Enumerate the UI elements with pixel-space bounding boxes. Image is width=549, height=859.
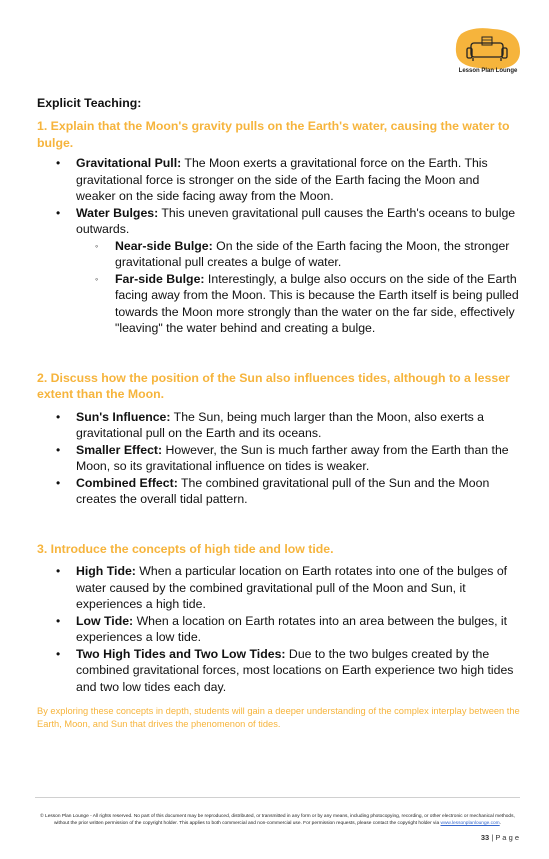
- list-item: • Sun's Influence: The Sun, being much larger than the Moon, also exerts a gravitational pull on the Earth and its oceans.: [37, 409, 521, 442]
- section-1-subbullets: [76, 238, 521, 337]
- list-item: • Combined Effect: The combined gravitational pull of the Sun and the Moon creates the overall tidal pattern.: [37, 475, 521, 508]
- section-1-title: 1. Explain that the Moon's gravity pulls on the Earth's water, causing the water to bulge.: [37, 119, 510, 150]
- section-1-bullets: [37, 155, 521, 337]
- website-link[interactable]: www.lessonplanlounge.com: [440, 821, 500, 826]
- page-number: 33 | P a g e: [480, 833, 519, 842]
- list-item: ◦ Far-side Bulge: Interestingly, a bulge also occurs on the side of the Earth facing away from the Moon. This is because the Earth itself is being pulled towards the Moon more strongly than the water on the far side, effectively "leaving" the water behind and creating a bulge.: [37, 271, 521, 337]
- footer-divider: [35, 797, 520, 798]
- list-item: • Smaller Effect: However, the Sun is much farther away from the Earth than the Moon, so its gravitational influence on tides is weaker.: [37, 442, 521, 475]
- list-item: • Water Bulges: This uneven gravitational pull causes the Earth's oceans to bulge outwards. ◦ Near-side Bulge: On the side of the Earth facing the Moon, the stronger gravitational pull creates a bulge of water. ◦ Far-side Bulge: Interestingly, a bulge also occurs on the side of the Earth facing away from the Moon. This is because the Earth itself is being pulled towards the Moon more strongly than the water on the far side, effectively "leaving" the water behind and creating a bulge.: [37, 205, 521, 337]
- logo-text: Lesson Plan Lounge: [458, 68, 518, 74]
- lesson-plan-lounge-logo: [453, 26, 521, 86]
- document-body: [37, 96, 521, 731]
- section-2-bullets: [37, 409, 521, 508]
- page-number-value: 33: [480, 833, 490, 842]
- list-item: • Two High Tides and Two Low Tides: Due to the two bulges created by the combined gravitational forces, most locations on Earth experience two high tides and two low tides each day.: [37, 646, 521, 696]
- copyright-text: © Lesson Plan Lounge - All rights reserved. No part of this document may be reproduced, distributed, or transmitted in any form or by any means, including photocopying, recording, or other electronic or mechanical methods, without the prior written permission of the copyright holder. This applies to both commercial and non-commercial use. For permission requests, please contact the copyright holder via: [40, 814, 515, 826]
- list-item: • Gravitational Pull: The Moon exerts a gravitational force on the Earth. This gravitational force is stronger on the side of the Earth facing the Moon and weaker on the side facing away from the Moon.: [37, 155, 521, 205]
- section-3-bullets: [37, 563, 521, 695]
- section-3-title: 3. Introduce the concepts of high tide and low tide.: [37, 541, 334, 556]
- copyright-footer: © Lesson Plan Lounge - All rights reserved. No part of this document may be reproduced, distributed, or transmitted in any form or by any means, including photocopying, recording, or other electronic or mechanical methods, without the prior written permission of the copyright holder. This applies to both commercial and non-commercial use. For permission requests, please contact the copyright holder via www.lessonplanlounge.com.: [40, 814, 515, 826]
- page-label: P a g e: [495, 833, 519, 842]
- closing-paragraph: By exploring these concepts in depth, students will gain a deeper understanding of the complex interplay between the Earth, Moon, and Sun that drives the phenomenon of tides.: [37, 706, 520, 729]
- list-item: • Low Tide: When a location on Earth rotates into an area between the bulges, it experiences a low tide.: [37, 613, 521, 646]
- list-item: • High Tide: When a particular location on Earth rotates into one of the bulges of water caused by the combined gravitational pull of the Moon and Sun, it experiences a high tide.: [37, 563, 521, 613]
- logo-blob: [456, 28, 520, 69]
- section-2-title: 2. Discuss how the position of the Sun also influences tides, although to a lesser extent than the Moon.: [37, 370, 510, 401]
- list-item: ◦ Near-side Bulge: On the side of the Earth facing the Moon, the stronger gravitational pull creates a bulge of water.: [37, 238, 521, 271]
- page-heading: Explicit Teaching:: [37, 96, 142, 110]
